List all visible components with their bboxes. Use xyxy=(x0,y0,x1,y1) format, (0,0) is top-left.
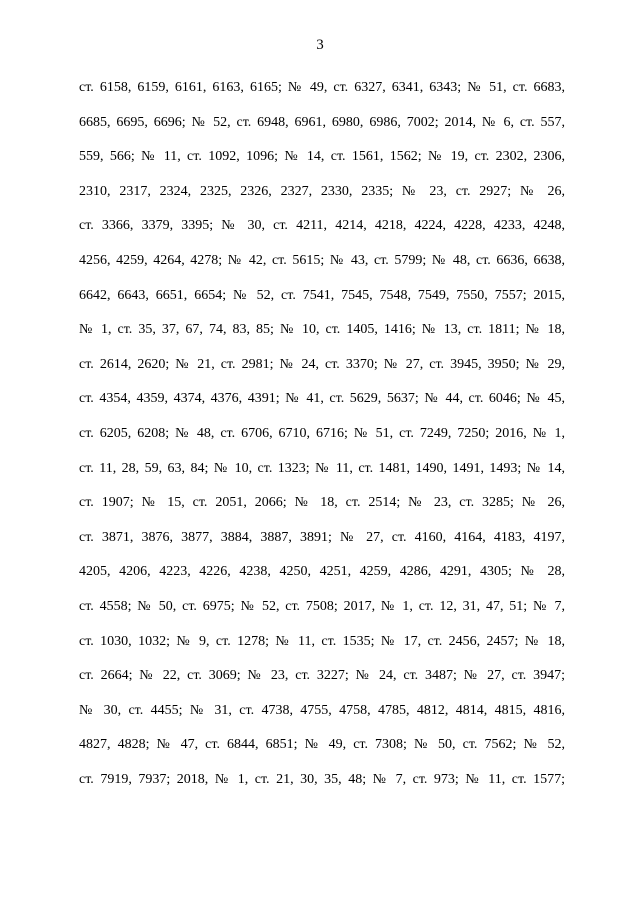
text-line: 4205, 4206, 4223, 4226, 4238, 4250, 4251, 4259, 4286, 4291, 4305; № 28, xyxy=(79,564,565,580)
text-line: 4256, 4259, 4264, 4278; № 42, ст. 5615; № 43, ст. 5799; № 48, ст. 6636, 6638, xyxy=(79,252,565,268)
text-line: ст. 3871, 3876, 3877, 3884, 3887, 3891; № 27, ст. 4160, 4164, 4183, 4197, xyxy=(79,529,565,545)
text-line: ст. 11, 28, 59, 63, 84; № 10, ст. 1323; № 11, ст. 1481, 1490, 1491, 1493; № 14, xyxy=(79,460,565,476)
text-line: 6685, 6695, 6696; № 52, ст. 6948, 6961, 6980, 6986, 7002; 2014, № 6, ст. 557, xyxy=(79,114,565,130)
text-line: ст. 2664; № 22, ст. 3069; № 23, ст. 3227; № 24, ст. 3487; № 27, ст. 3947; xyxy=(79,668,565,684)
text-line: ст. 7919, 7937; 2018, № 1, ст. 21, 30, 35, 48; № 7, ст. 973; № 11, ст. 1577; xyxy=(79,771,565,787)
text-line: ст. 1907; № 15, ст. 2051, 2066; № 18, ст. 2514; № 23, ст. 3285; № 26, xyxy=(79,495,565,511)
text-line: 559, 566; № 11, ст. 1092, 1096; № 14, ст. 1561, 1562; № 19, ст. 2302, 2306, xyxy=(79,149,565,165)
text-line: ст. 6158, 6159, 6161, 6163, 6165; № 49, ст. 6327, 6341, 6343; № 51, ст. 6683, xyxy=(79,80,565,95)
text-line: № 30, ст. 4455; № 31, ст. 4738, 4755, 4758, 4785, 4812, 4814, 4815, 4816, xyxy=(79,702,565,718)
page-number: 3 xyxy=(316,37,324,53)
text-line: № 1, ст. 35, 37, 67, 74, 83, 85; № 10, ст. 1405, 1416; № 13, ст. 1811; № 18, xyxy=(79,322,565,338)
text-line: ст. 4354, 4359, 4374, 4376, 4391; № 41, ст. 5629, 5637; № 44, ст. 6046; № 45, xyxy=(79,391,565,407)
text-line: 2310, 2317, 2324, 2325, 2326, 2327, 2330, 2335; № 23, ст. 2927; № 26, xyxy=(79,183,565,199)
text-line: ст. 6205, 6208; № 48, ст. 6706, 6710, 6716; № 51, ст. 7249, 7250; 2016, № 1, xyxy=(79,425,565,441)
text-line: 6642, 6643, 6651, 6654; № 52, ст. 7541, 7545, 7548, 7549, 7550, 7557; 2015, xyxy=(79,287,565,303)
body-text xyxy=(79,73,565,799)
text-line: 4827, 4828; № 47, ст. 6844, 6851; № 49, ст. 7308; № 50, ст. 7562; № 52, xyxy=(79,737,565,753)
text-line: ст. 2614, 2620; № 21, ст. 2981; № 24, ст. 3370; № 27, ст. 3945, 3950; № 29, xyxy=(79,356,565,372)
text-line: ст. 3366, 3379, 3395; № 30, ст. 4211, 4214, 4218, 4224, 4228, 4233, 4248, xyxy=(79,218,565,234)
text-line: ст. 4558; № 50, ст. 6975; № 52, ст. 7508; 2017, № 1, ст. 12, 31, 47, 51; № 7, xyxy=(79,598,565,614)
text-line: ст. 1030, 1032; № 9, ст. 1278; № 11, ст. 1535; № 17, ст. 2456, 2457; № 18, xyxy=(79,633,565,649)
